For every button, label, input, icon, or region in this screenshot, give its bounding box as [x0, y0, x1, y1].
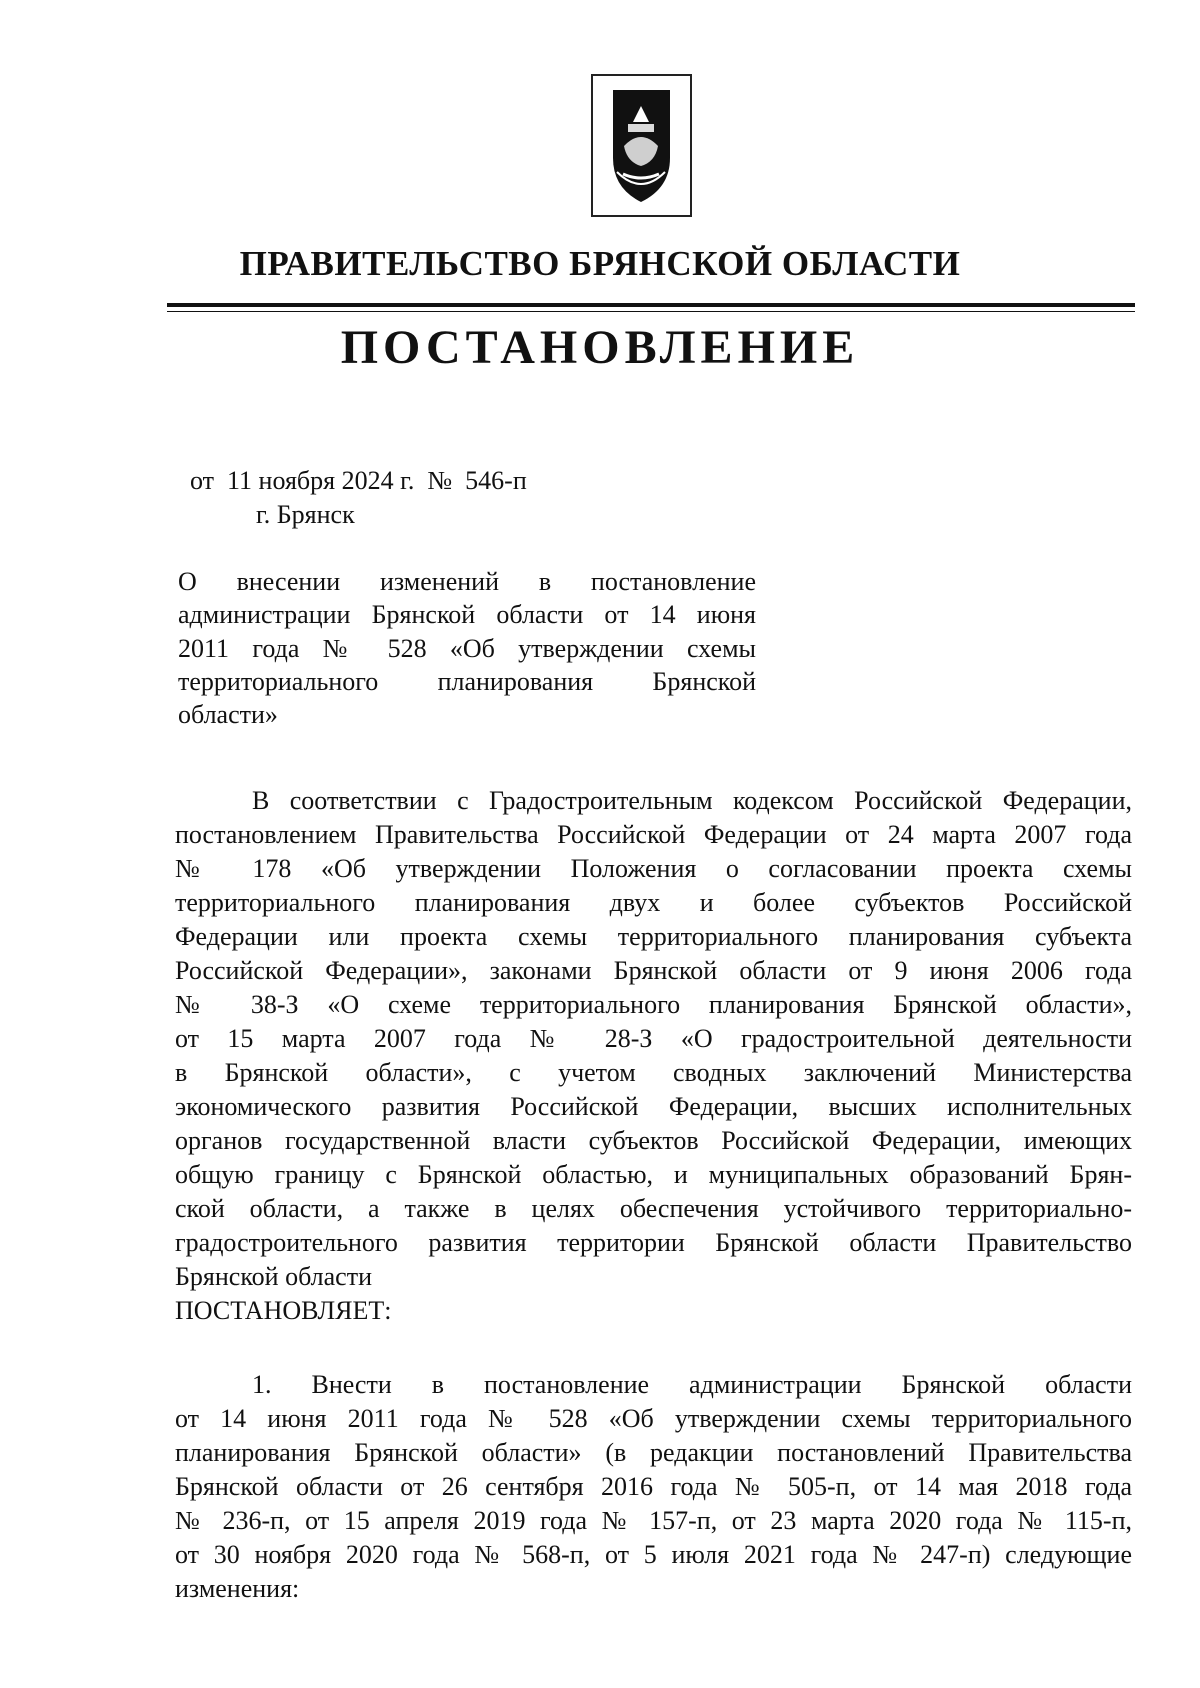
city-line: г. Брянск [256, 500, 355, 529]
item-line: от 14 июня 2011 года № 528 «Об утверждении схемы территориального [175, 1404, 1132, 1433]
subject-line: 2011 года № 528 «Об утверждении схемы [178, 634, 756, 663]
preamble-line: постановлением Правительства Российской Федерации от 24 марта 2007 года [175, 820, 1132, 849]
subject-line: территориального планирования Брянской [178, 667, 756, 696]
item-line: 1. Внести в постановление администрации Брянской области [252, 1370, 1132, 1399]
item-line: изменения: [175, 1574, 300, 1603]
resolves-line: ПОСТАНОВЛЯЕТ: [175, 1296, 392, 1325]
subject-line: администрации Брянской области от 14 июня [178, 600, 756, 629]
item-line: планирования Брянской области» (в редакции постановлений Правительства [175, 1438, 1132, 1467]
preamble-line: № 38-З «О схеме территориального планирования Брянской области», [175, 990, 1132, 1019]
preamble-line: градостроительного развития территории Брянской области Правительство [175, 1228, 1132, 1257]
preamble-line: Брянской области [175, 1262, 372, 1291]
subject-line: области» [178, 700, 278, 729]
document-type: ПОСТАНОВЛЕНИЕ [340, 321, 860, 374]
preamble-line: № 178 «Об утверждении Положения о согласовании проекта схемы [175, 854, 1132, 883]
government-title: ПРАВИТЕЛЬСТВО БРЯНСКОЙ ОБЛАСТИ [239, 244, 961, 283]
preamble-line: В соответствии с Градостроительным кодексом Российской Федерации, [252, 786, 1132, 815]
preamble-line: общую границу с Брянской областью, и муниципальных образований Брян- [175, 1160, 1132, 1189]
header-rule-thin [167, 311, 1135, 312]
preamble-line: территориального планирования двух и более субъектов Российской [175, 888, 1132, 917]
header-rule-thick [167, 303, 1135, 307]
preamble-line: Российской Федерации», законами Брянской области от 9 июня 2006 года [175, 956, 1132, 985]
date-number-line: от 11 ноября 2024 г. № 546-п [190, 466, 527, 495]
preamble-line: от 15 марта 2007 года № 28-З «О градостроительной деятельности [175, 1024, 1132, 1053]
item-line: Брянской области от 26 сентября 2016 года № 505-п, от 14 мая 2018 года [175, 1472, 1132, 1501]
preamble-line: экономического развития Российской Федерации, высших исполнительных [175, 1092, 1132, 1121]
preamble-line: Федерации или проекта схемы территориального планирования субъекта [175, 922, 1132, 951]
preamble-line: ской области, а также в целях обеспечения устойчивого территориально- [175, 1194, 1132, 1223]
item-line: № 236-п, от 15 апреля 2019 года № 157-п, от 23 марта 2020 года № 115-п, [175, 1506, 1132, 1535]
coat-of-arms-icon [593, 76, 690, 215]
coat-of-arms-emblem [591, 74, 692, 217]
preamble-line: органов государственной власти субъектов Российской Федерации, имеющих [175, 1126, 1132, 1155]
subject-line: О внесении изменений в постановление [178, 567, 756, 596]
preamble-line: в Брянской области», с учетом сводных заключений Министерства [175, 1058, 1132, 1087]
item-line: от 30 ноября 2020 года № 568-п, от 5 июля 2021 года № 247-п) следующие [175, 1540, 1132, 1569]
